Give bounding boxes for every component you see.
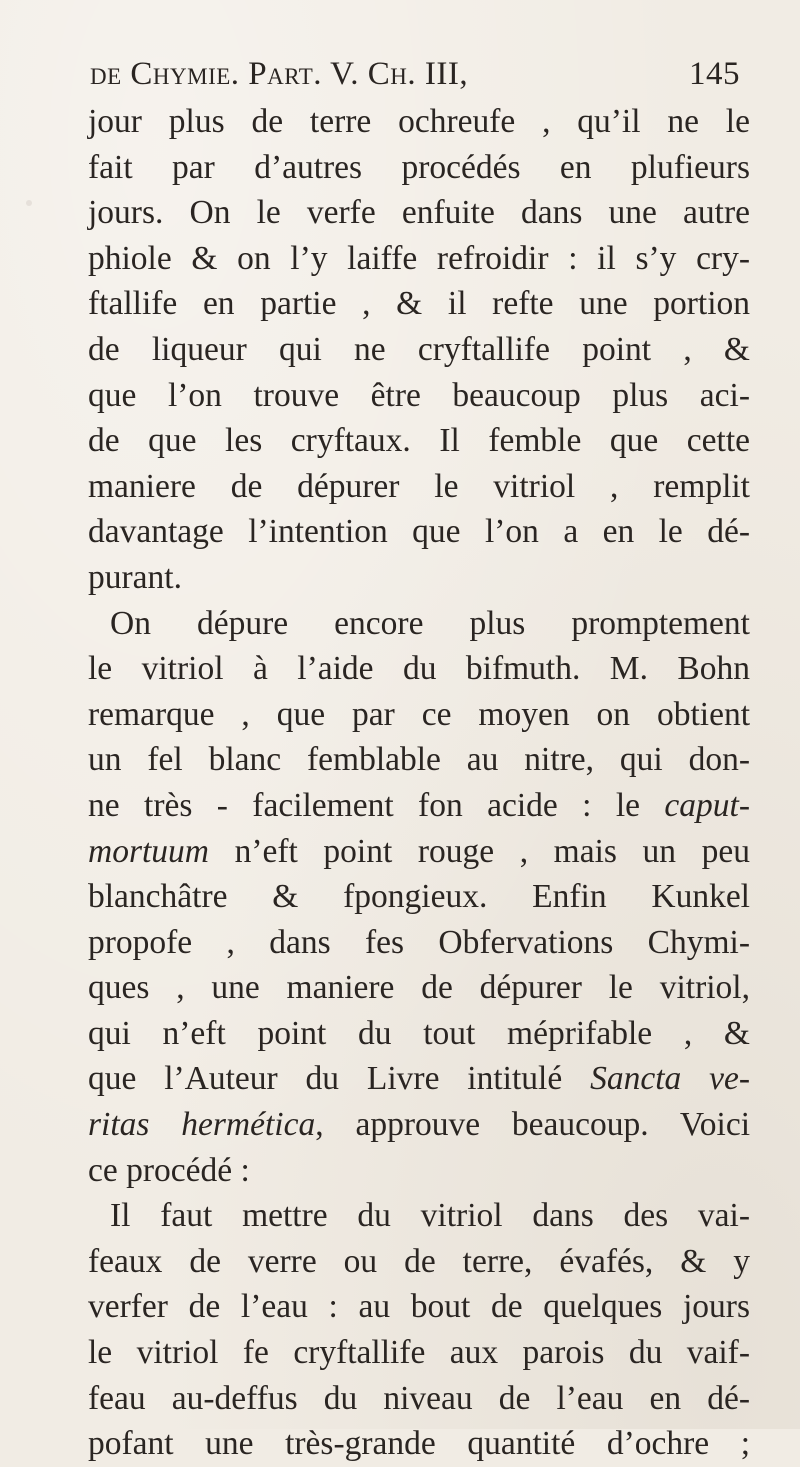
text-line: ques , une maniere de dépurer le vitriol, (88, 969, 750, 1007)
text-line: propofe , dans fes Obfervations Chymi- (88, 923, 750, 961)
text-line: le vitriol fe cryftallife aux parois du vaif- (88, 1334, 750, 1372)
text-line: phiole & on l’y laiffe refroidir : il s’y cry- (88, 239, 750, 277)
text-line (88, 829, 750, 875)
text-line: ftallife en partie , & il refte une portion (88, 285, 750, 323)
text-line: le vitriol à l’aide du bifmuth. M. Bohn (88, 650, 750, 688)
text-line: de liqueur qui ne cryftallife point , & (88, 330, 750, 368)
text-line: jours. On le verfe enfuite dans une autre (88, 194, 750, 232)
italic-term: caput- (664, 786, 750, 824)
text-line: maniere de dépurer le vitriol , remplit (88, 467, 750, 505)
text-line: feaux de verre ou de terre, évafés, & y (88, 1242, 750, 1280)
text-line: que l’on trouve être beaucoup plus aci- (88, 376, 750, 414)
text-line (88, 783, 750, 829)
text-line: Il faut mettre du vitriol dans des vai- (110, 1197, 750, 1235)
text-line: jour plus de terre ochreufe , qu’il ne le (88, 103, 750, 140)
text-run: ne très - facilement fon acide : le (88, 786, 665, 824)
text-line: feau au-deffus du niveau de l’eau en dé- (88, 1379, 750, 1417)
text-line: qui n’eft point du tout méprifable , & (88, 1014, 750, 1052)
text-line: purant. (88, 558, 182, 596)
page-number: 145 (689, 56, 740, 92)
text-line: davantage l’intention que l’on a en le dé- (88, 513, 750, 551)
body-text (88, 99, 750, 1467)
italic-title: Sancta ve- (590, 1060, 750, 1098)
text-line (88, 1056, 750, 1102)
text-run: , approuve beaucoup. Voici (315, 1106, 750, 1144)
text-run: n’eft point rouge , mais un peu (208, 832, 750, 870)
text-line: un fel blanc femblable au nitre, qui don- (88, 741, 750, 779)
text-line (88, 1102, 750, 1148)
text-run: que l’Auteur du Livre intitulé (88, 1060, 591, 1098)
running-header (90, 56, 740, 93)
text-line: ce procédé : (88, 1151, 250, 1189)
text-line: fait par d’autres procédés en plufieurs (88, 148, 750, 186)
text-line: de que les cryftaux. Il femble que cette (88, 422, 750, 460)
text-line: On dépure encore plus promptement (110, 604, 750, 642)
paper-stain (26, 200, 32, 206)
text-line: remarque , que par ce moyen on obtient (88, 695, 750, 733)
italic-title: ritas hermética (88, 1106, 316, 1144)
running-title: de Chymie. Part. V. Ch. III, (90, 56, 469, 92)
italic-term: mortuum (88, 832, 209, 870)
text-line: pofant une très-grande quantité d’ochre ; (88, 1425, 750, 1463)
text-line: blanchâtre & fpongieux. Enfin Kunkel (88, 878, 750, 916)
text-line: verfer de l’eau : au bout de quelques jours (88, 1288, 750, 1326)
